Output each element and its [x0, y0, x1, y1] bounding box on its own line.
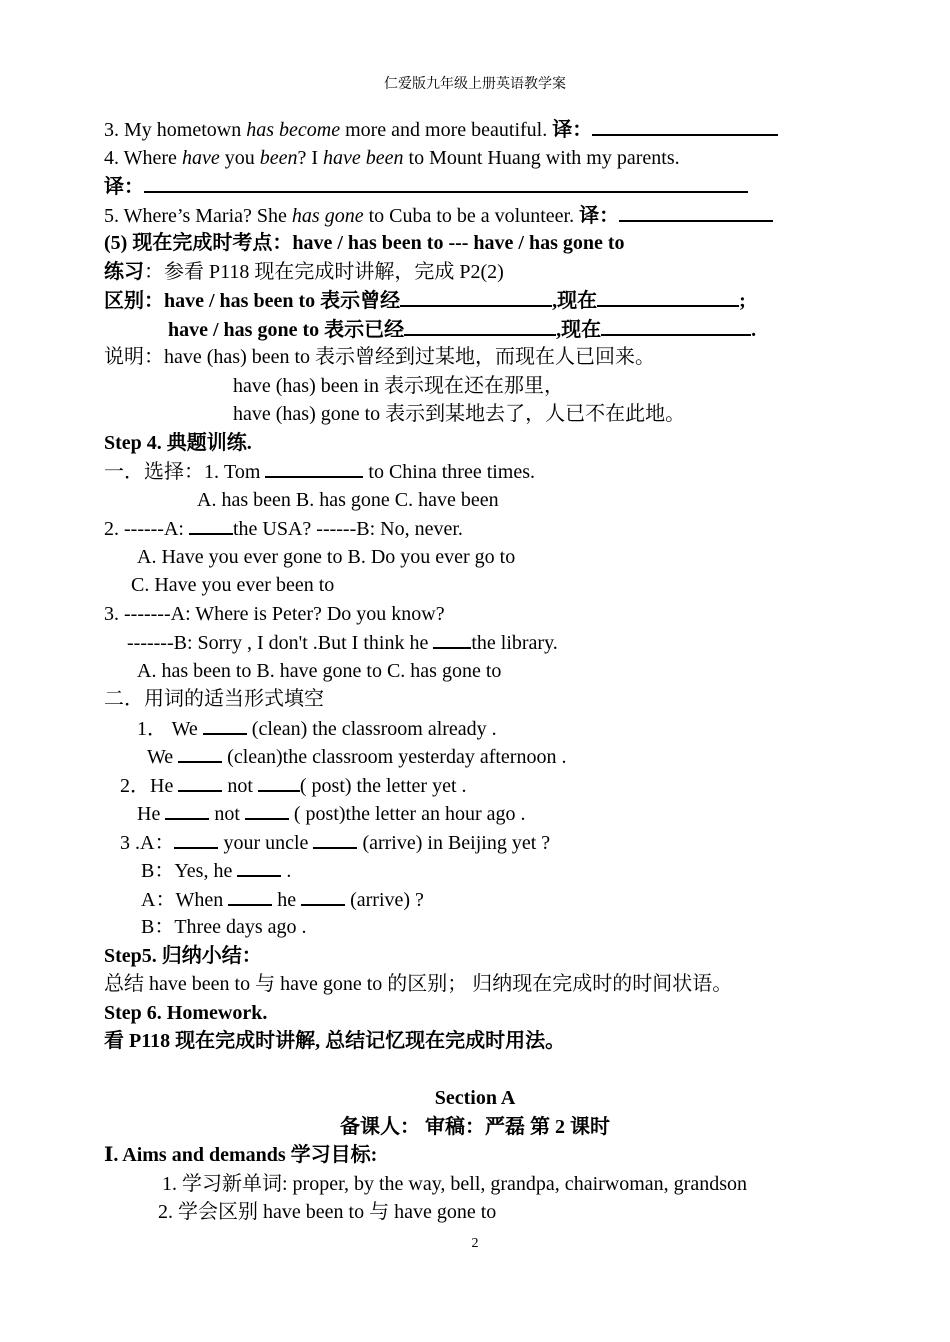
question-3: 3. My hometown has become more and more beautiful. 译：	[104, 116, 778, 143]
answer-blank	[228, 886, 272, 906]
answer-blank	[301, 886, 345, 906]
choice-question-3: 3. -------A: Where is Peter? Do you know?	[104, 603, 445, 625]
answer-blank	[313, 829, 357, 849]
aim-item-2: 2. 学会区别 have been to 与 have gone to	[158, 1201, 497, 1223]
question-5: 5. Where’s Maria? She has gone to Cuba to be a volunteer. 译：	[104, 202, 773, 229]
choice-question-2-option-c: C. Have you ever been to	[131, 574, 335, 596]
step-6-heading: Step 6. Homework.	[104, 1002, 268, 1024]
aims-heading: Ⅰ. Aims and demands 学习目标:	[104, 1144, 378, 1166]
difference-gone-to: have / has gone to 表示已经 ,现在 .	[168, 316, 756, 343]
choice-question-1-options: A. has been B. has gone C. have been	[197, 489, 499, 511]
answer-blank	[619, 202, 773, 222]
fill-3c: A：When he (arrive) ?	[141, 886, 424, 913]
answer-blank	[203, 715, 247, 735]
fill-2a: 2．He not ( post) the letter yet .	[120, 772, 467, 799]
answer-blank	[245, 800, 289, 820]
practice-line: 练习：参看 P118 现在完成时讲解，完成 P2(2)	[104, 261, 504, 283]
section-title: Section A	[434, 1087, 516, 1109]
answer-blank	[433, 629, 471, 649]
answer-blank	[265, 458, 363, 478]
choice-question-1: 一．选择：1. Tom to China three times.	[104, 458, 535, 485]
question-4: 4. Where have you been? I have been to Mount Huang with my parents.	[104, 147, 680, 169]
note-line-1: 说明：have (has) been to 表示曾经到过某地，而现在人已回来。	[104, 346, 656, 368]
answer-blank	[178, 772, 222, 792]
page-number: 2	[471, 1236, 479, 1251]
choice-question-2: 2. ------A: the USA? ------B: No, never.	[104, 515, 463, 542]
answer-blank	[189, 515, 233, 535]
choice-question-2-options-ab: A. Have you ever gone to B. Do you ever go to	[137, 546, 516, 568]
note-line-3: have (has) gone to 表示到某地去了，人已不在此地。	[233, 403, 686, 425]
answer-blank	[178, 743, 222, 763]
difference-been-to: 区别：have / has been to 表示曾经 ,现在 ;	[104, 287, 746, 314]
aim-item-1: 1. 学习新单词: proper, by the way, bell, grandpa, chairwoman, grandson	[162, 1173, 747, 1195]
answer-blank	[404, 316, 556, 336]
answer-blank	[400, 287, 552, 307]
answer-blank	[237, 857, 281, 877]
answer-blank	[165, 800, 209, 820]
step-5-heading: Step5. 归纳小结：	[104, 945, 262, 967]
page-header: 仁爱版九年级上册英语教学案	[384, 77, 566, 92]
point-5-heading: (5) 现在完成时考点：have / has been to --- have / has gone to	[104, 232, 625, 254]
answer-blank	[144, 173, 748, 193]
answer-blank	[592, 116, 778, 136]
fill-3b: B：Yes, he .	[141, 857, 291, 884]
question-4-translation: 译：	[104, 173, 748, 200]
answer-blank	[258, 772, 300, 792]
choice-question-3-options: A. has been to B. have gone to C. has gone to	[137, 660, 502, 682]
fill-3a: 3 .A： your uncle (arrive) in Beijing yet ?	[120, 829, 550, 856]
answer-blank	[597, 287, 739, 307]
lesson-prep-info: 备课人： 审稿：严磊 第 2 课时	[340, 1116, 610, 1138]
fill-2b: He not ( post)the letter an hour ago .	[137, 800, 525, 827]
fill-1a: 1． We (clean) the classroom already .	[137, 715, 497, 742]
fill-3d: B：Three days ago .	[141, 916, 307, 938]
step-4-heading: Step 4. 典题训练.	[104, 432, 252, 454]
note-line-2: have (has) been in 表示现在还在那里，	[233, 375, 565, 397]
answer-blank	[601, 316, 751, 336]
fill-1b: We (clean)the classroom yesterday afternoon .	[147, 743, 566, 770]
homework-text: 看 P118 现在完成时讲解, 总结记忆现在完成时用法。	[104, 1030, 566, 1052]
summary-text: 总结 have been to 与 have gone to 的区别； 归纳现在完成时的时间状语。	[104, 973, 733, 995]
answer-blank	[174, 829, 218, 849]
part-2-heading: 二．用词的适当形式填空	[104, 688, 324, 710]
choice-question-3-reply: -------B: Sorry , I don't .But I think he the library.	[127, 629, 558, 656]
